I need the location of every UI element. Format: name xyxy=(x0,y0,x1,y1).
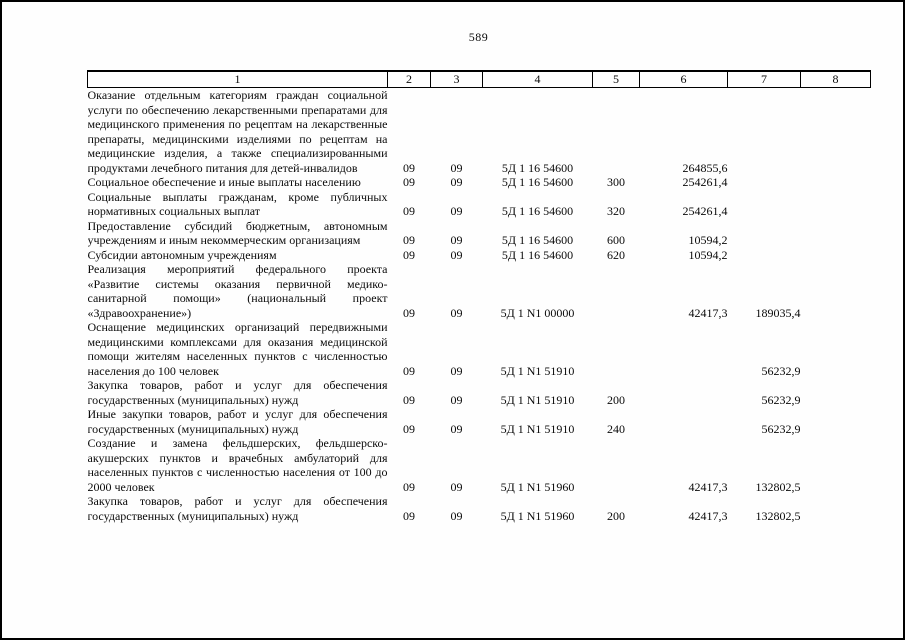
row-name-cell: Закупка товаров, работ и услуг для обеспечения государственных (муниципальных) нужд xyxy=(87,378,388,407)
row-value-cell-col8 xyxy=(801,494,871,523)
table-row xyxy=(88,320,871,378)
row-value-cell-col6 xyxy=(640,378,728,407)
row-value-cell-col6 xyxy=(640,407,728,436)
row-value-cell-col3: 09 xyxy=(450,247,463,262)
row-value-cell-col2: 09 xyxy=(403,160,415,175)
table-row xyxy=(88,436,871,494)
row-value-cell-col4: 5Д 1 16 54600 xyxy=(501,175,574,189)
row-value-cell-col8 xyxy=(801,262,871,320)
row-value-cell-col7: 56232,9 xyxy=(761,392,801,407)
row-value-cell-col5: 240 xyxy=(607,421,625,436)
row-value-cell-col4: 5Д 1 N1 51910 xyxy=(500,421,575,436)
row-value-cell-col2: 09 xyxy=(403,233,415,247)
row-value-cell-col5: 320 xyxy=(607,204,625,218)
row-value-cell-col5 xyxy=(593,88,640,176)
header-cell-2: 2 xyxy=(388,71,431,88)
row-value-cell-col6: 10594,2 xyxy=(688,247,728,262)
row-value-cell-col2: 09 xyxy=(403,247,415,262)
row-value-cell-col3: 09 xyxy=(450,392,463,407)
row-value-cell-col2: 09 xyxy=(403,204,415,218)
row-value-cell-col8 xyxy=(801,219,871,248)
row-value-cell-col5 xyxy=(593,320,640,378)
row-name-cell: Реализация мероприятий федерального проекта «Развитие системы оказания первичной медико-санитарной помощи» (национальный проект «Здравоохранение») xyxy=(87,262,388,320)
row-value-cell-col7 xyxy=(728,88,801,176)
row-value-cell-col6: 254261,4 xyxy=(682,204,728,218)
row-value-cell-col6: 42417,3 xyxy=(688,508,728,523)
row-value-cell-col3: 09 xyxy=(450,479,463,494)
row-name-cell: Социальные выплаты гражданам, кроме публичных нормативных социальных выплат xyxy=(87,189,388,218)
header-cell-1: 1 xyxy=(88,71,388,88)
row-value-cell-col6: 42417,3 xyxy=(688,305,728,320)
row-value-cell-col4: 5Д 1 16 54600 xyxy=(501,247,574,262)
page-number: 589 xyxy=(468,30,489,44)
table-row xyxy=(88,219,871,248)
row-value-cell-col2: 09 xyxy=(403,305,415,320)
table-header xyxy=(88,71,871,88)
row-value-cell-col2: 09 xyxy=(403,508,415,523)
header-cell-8: 8 xyxy=(801,71,871,88)
table-row xyxy=(88,262,871,320)
header-cell-5: 5 xyxy=(593,71,640,88)
row-value-cell-col7: 189035,4 xyxy=(755,305,801,320)
row-value-cell-col8 xyxy=(801,320,871,378)
row-value-cell-col5: 600 xyxy=(607,233,625,247)
row-value-cell-col5: 620 xyxy=(607,247,625,262)
header-cell-6: 6 xyxy=(640,71,728,88)
row-value-cell-col3: 09 xyxy=(450,421,463,436)
row-value-cell-col7 xyxy=(728,190,801,219)
row-value-cell-col8 xyxy=(801,248,871,263)
row-value-cell-col8 xyxy=(801,407,871,436)
budget-table xyxy=(87,70,871,523)
row-value-cell-col6: 42417,3 xyxy=(688,479,728,494)
row-value-cell-col4: 5Д 1 N1 51960 xyxy=(500,479,575,494)
row-value-cell-col2: 09 xyxy=(403,421,415,436)
row-value-cell-col3: 09 xyxy=(450,160,463,175)
header-cell-3: 3 xyxy=(431,71,483,88)
row-value-cell-col5: 200 xyxy=(607,392,625,407)
row-value-cell-col8 xyxy=(801,190,871,219)
row-name-cell: Иные закупки товаров, работ и услуг для обеспечения государственных (муниципальных) нужд xyxy=(87,407,388,436)
row-name-cell: Социальное обеспечение и иные выплаты населению xyxy=(87,175,361,189)
row-name-cell: Закупка товаров, работ и услуг для обеспечения государственных (муниципальных) нужд xyxy=(87,494,388,523)
table-body xyxy=(88,88,871,524)
header-cell-4: 4 xyxy=(483,71,593,88)
row-value-cell-col4: 5Д 1 N1 51960 xyxy=(500,508,575,523)
row-value-cell-col6 xyxy=(640,320,728,378)
row-value-cell-col5: 200 xyxy=(607,508,625,523)
row-name-cell: Создание и замена фельдшерских, фельдшерско-акушерских пунктов и врачебных амбулаторий для населенных пунктов с численностью населения от 100 до 2000 человек xyxy=(87,436,388,494)
row-name-cell: Предоставление субсидий бюджетным, автономным учреждениям и иным некоммерческим организациям xyxy=(87,218,388,247)
row-name-cell: Оснащение медицинских организаций передвижными медицинскими комплексами для оказания медицинской помощи жителям населенных пунктов с численностью населения до 100 человек xyxy=(87,320,388,378)
row-value-cell-col4: 5Д 1 N1 51910 xyxy=(500,392,575,407)
row-value-cell-col5 xyxy=(593,262,640,320)
row-name-cell: Оказание отдельным категориям граждан социальной услуги по обеспечению лекарственными препаратами для медицинского применения по рецептам на лекарственные препараты, медицинскими изделиями по рецептам на медицинские изделия, а также специализированными продуктами лечебного питания для детей-инвалидов xyxy=(87,88,388,175)
row-value-cell-col4: 5Д 1 16 54600 xyxy=(501,160,574,175)
row-value-cell-col3: 09 xyxy=(450,204,463,218)
table-row xyxy=(88,494,871,523)
table-row xyxy=(88,378,871,407)
row-value-cell-col6: 264855,6 xyxy=(682,160,728,175)
row-value-cell-col6: 10594,2 xyxy=(688,233,728,247)
row-name-cell: Субсидии автономным учреждениям xyxy=(87,247,277,262)
table-row xyxy=(88,175,871,190)
row-value-cell-col3: 09 xyxy=(450,508,463,523)
row-value-cell-col7: 56232,9 xyxy=(761,421,801,436)
row-value-cell-col7: 56232,9 xyxy=(761,363,801,378)
row-value-cell-col7 xyxy=(728,219,801,248)
table-row xyxy=(88,248,871,263)
row-value-cell-col3: 09 xyxy=(450,233,463,247)
row-value-cell-col7 xyxy=(728,175,801,190)
table-row xyxy=(88,88,871,176)
table-row xyxy=(88,190,871,219)
header-cell-7: 7 xyxy=(728,71,801,88)
row-value-cell-col3: 09 xyxy=(450,363,463,378)
row-value-cell-col2: 09 xyxy=(403,392,415,407)
row-value-cell-col8 xyxy=(801,175,871,190)
row-value-cell-col2: 09 xyxy=(403,175,415,189)
row-value-cell-col5: 300 xyxy=(607,175,625,189)
row-value-cell-col8 xyxy=(801,436,871,494)
row-value-cell-col7: 132802,5 xyxy=(755,479,801,494)
row-value-cell-col3: 09 xyxy=(450,305,463,320)
table-row xyxy=(88,407,871,436)
row-value-cell-col2: 09 xyxy=(403,479,415,494)
row-value-cell-col8 xyxy=(801,378,871,407)
header-row xyxy=(88,71,871,88)
row-value-cell-col7 xyxy=(728,248,801,263)
row-value-cell-col2: 09 xyxy=(403,363,415,378)
row-value-cell-col8 xyxy=(801,88,871,176)
row-value-cell-col6: 254261,4 xyxy=(682,175,728,189)
row-value-cell-col7: 132802,5 xyxy=(755,508,801,523)
row-value-cell-col4: 5Д 1 16 54600 xyxy=(501,204,574,218)
row-value-cell-col5 xyxy=(593,436,640,494)
row-value-cell-col3: 09 xyxy=(450,175,463,189)
row-value-cell-col4: 5Д 1 N1 51910 xyxy=(500,363,575,378)
row-value-cell-col4: 5Д 1 16 54600 xyxy=(501,233,574,247)
row-value-cell-col4: 5Д 1 N1 00000 xyxy=(500,305,575,320)
